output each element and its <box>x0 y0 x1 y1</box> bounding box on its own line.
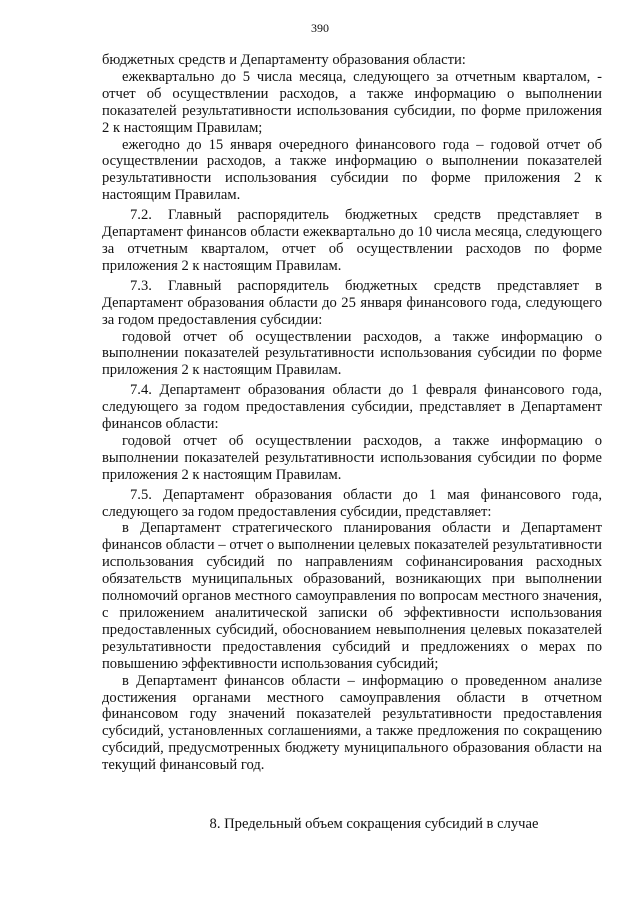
paragraph-7-3: 7.3. Главный распорядитель бюджетных средств представляет в Департамент образования области до 25 января финансового года, следующего за годом предоставления субсидии: <box>102 277 602 328</box>
paragraph-7-5: 7.5. Департамент образования области до 1 мая финансового года, следующего за годом предоставления субсидии, представляет: <box>102 486 602 520</box>
paragraph-annual: ежегодно до 15 января очередного финансового года – годовой отчет об осуществлении расходов, а также информацию о выполнении показателей результативности использования субсидии по форме приложения 2 к настоящим Правилам. <box>102 136 602 204</box>
page-number: 390 <box>311 21 329 35</box>
paragraph-intro: бюджетных средств и Департаменту образования области: <box>102 52 466 68</box>
paragraph-7-4-report: годовой отчет об осуществлении расходов, а также информацию о выполнении показателей результативности использования субсидии по форме приложения 2 к настоящим Правилам. <box>102 432 602 483</box>
paragraph-7-3-report: годовой отчет об осуществлении расходов, а также информацию о выполнении показателей результативности использования субсидии по форме приложения 2 к настоящим Правилам. <box>102 328 602 379</box>
section-heading: 8. Предельный объем сокращения субсидий в случае <box>209 816 539 832</box>
paragraph-7-4: 7.4. Департамент образования области до 1 февраля финансового года, следующего за годом предоставления субсидии, представляет в Департамент финансов области: <box>102 382 602 433</box>
paragraph-7-5-finance: в Департамент финансов области – информацию о проведенном анализе достижения органами местного самоуправления области в отчетном финансовом году значений показателей результативности предоставления субсидий, установленных соглашениями, а также предложения по сокращению субсидий, предусмотренных бюджету муниципального образования области на текущий финансовый год. <box>102 672 602 774</box>
paragraph-quarterly: ежеквартально до 5 числа месяца, следующего за отчетным кварталом, - отчет об осуществлении расходов, а также информацию о выполнении показателей результативности использования субсидии, по форме приложения 2 к настоящим Правилам; <box>102 68 602 136</box>
document-body <box>102 52 602 774</box>
paragraph-7-2: 7.2. Главный распорядитель бюджетных средств представляет в Департамент финансов области ежеквартально до 10 числа месяца, следующего за отчетным кварталом, отчет об осуществлении расходов по форме приложения 2 к настоящим Правилам. <box>102 207 602 274</box>
paragraph-7-5-strategic: в Департамент стратегического планирования области и Департамент финансов области – отчет о выполнении целевых показателей результативности использования субсидий по направлениям софинансирования расходных обязательств муниципальных образований, возникающих при выполнении полномочий органов местного самоуправления по вопросам местного значения, с приложением аналитической записки об эффективности использования предоставленных субсидий, обоснованием невыполнения целевых показателей результативности предоставления субсидий и предложениях о мерах по повышению эффективности использования субсидий; <box>102 520 602 672</box>
